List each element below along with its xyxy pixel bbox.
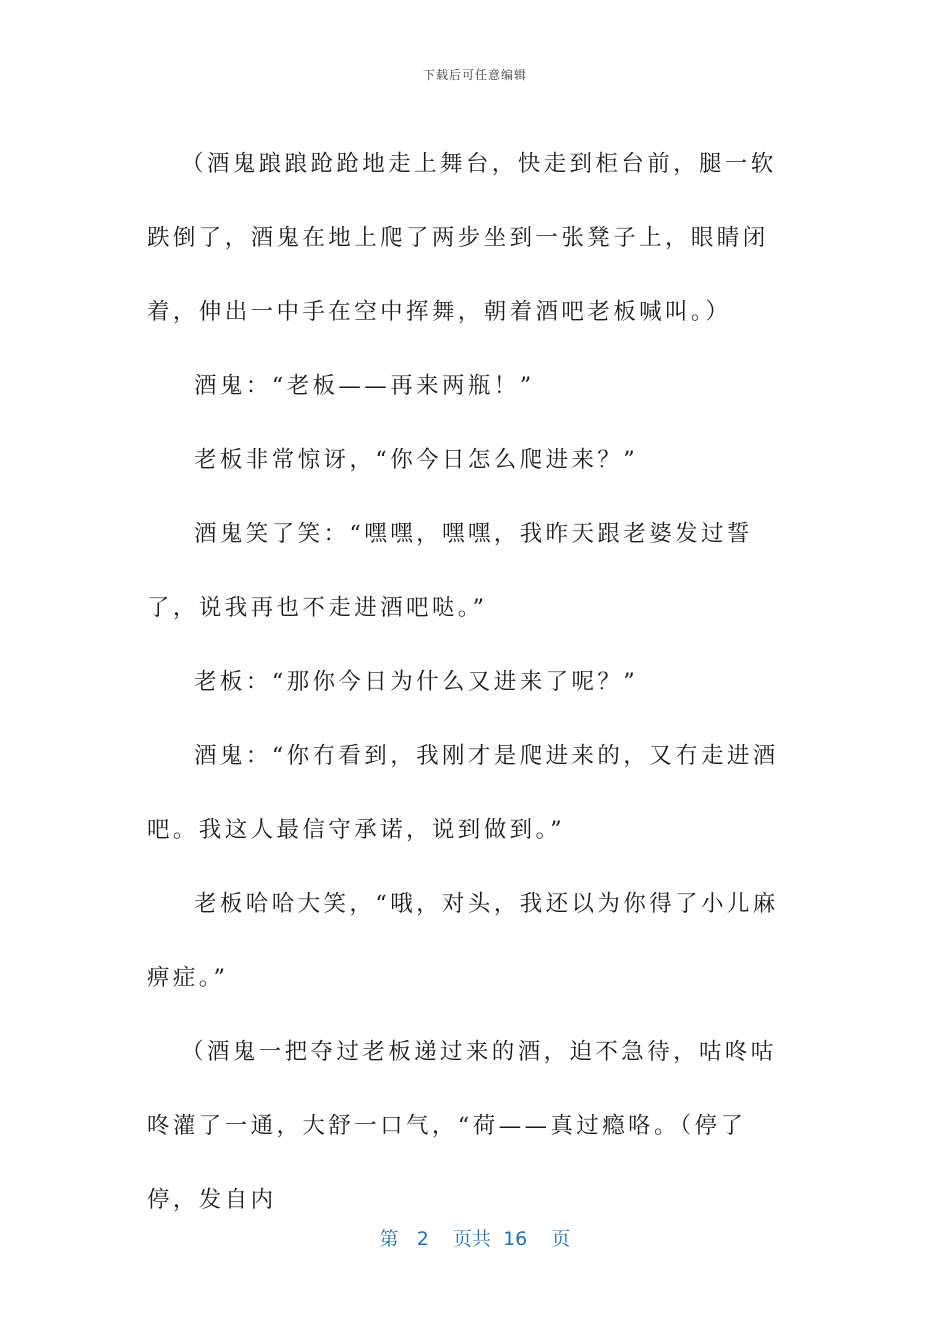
footer-prefix: 第 <box>379 1228 399 1250</box>
paragraph: 老板哈哈大笑，“哦，对头，我还以为你得了小儿麻痹症。” <box>147 891 779 991</box>
paragraph: （酒鬼踉踉跄跄地走上舞台，快走到柜台前，腿一软跌倒了，酒鬼在地上爬了两步坐到一张凳子上，眼睛闭着，伸出一中手在空中挥舞，朝着酒吧老板喊叫。） <box>147 151 777 325</box>
footer-middle: 页共 <box>452 1228 491 1250</box>
paragraph: （酒鬼一把夺过老板递过来的酒，迫不急待，咕咚咕咚灌了一通，大舒一口气，“荷——真过瘾咯。（停了停，发自内 <box>147 1039 777 1213</box>
paragraph: 老板非常惊讶，“你今日怎么爬进来？” <box>194 447 639 473</box>
paragraph: 老板：“那你今日为什么又进来了呢？” <box>194 669 639 695</box>
footer-suffix: 页 <box>551 1228 571 1250</box>
header-note: 下载后可任意编辑 <box>422 68 527 82</box>
current-page-number: 2 <box>416 1228 429 1250</box>
page-footer <box>0 1224 950 1251</box>
paragraph: 酒鬼笑了笑：“嘿嘿，嘿嘿，我昨天跟老婆发过誓了，说我再也不走进酒吧哒。” <box>147 521 753 621</box>
paragraph: 酒鬼：“你冇看到，我刚才是爬进来的，又冇走进酒吧。我这人最信守承诺，说到做到。” <box>147 743 779 843</box>
document-body <box>147 127 793 1237</box>
paragraph: 酒鬼：“老板——再来两瓶！” <box>194 373 535 399</box>
total-pages-number: 16 <box>503 1228 528 1250</box>
